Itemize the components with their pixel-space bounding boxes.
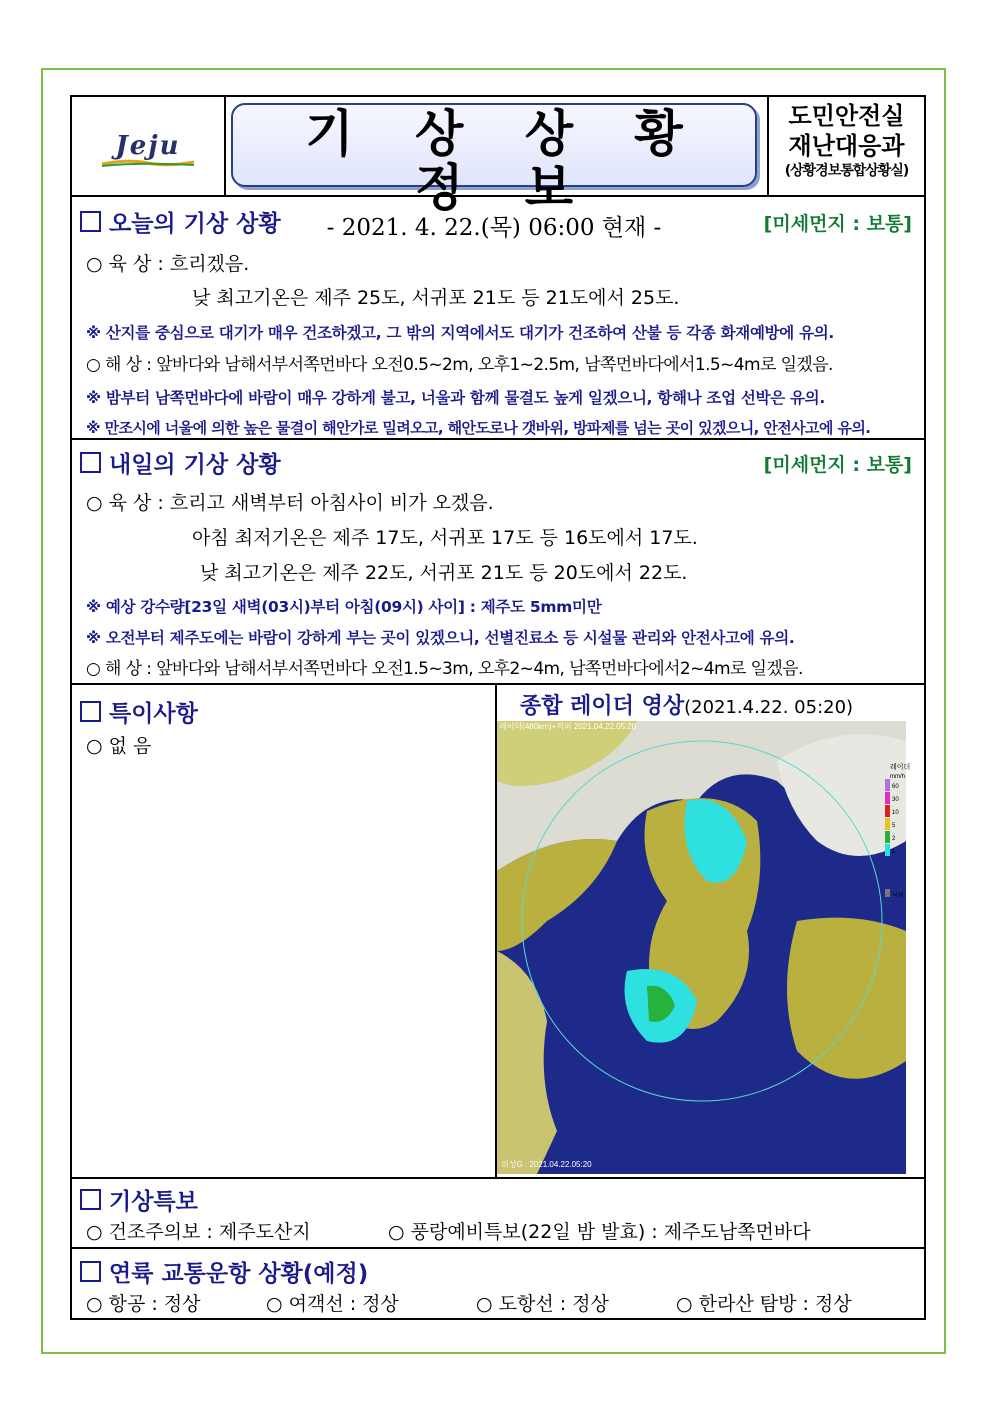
radar-title: 종합 레이더 영상(2021.4.22. 05:20) (520, 694, 854, 719)
tomorrow-dust: [미세먼지 : 보통] (763, 454, 912, 476)
traffic-item-hallasan: ○ 한라산 탐방 : 정상 (676, 1293, 852, 1315)
today-land-temp: 낮 최고기온은 제주 25도, 서귀포 21도 등 21도에서 25도. (192, 287, 680, 309)
warnings-title: 기상특보 (80, 1183, 198, 1216)
legend-value: 60 (892, 784, 899, 790)
tomorrow-land-min: 아침 최저기온은 제주 17도, 서귀포 17도 등 16도에서 17도. (192, 527, 698, 549)
traffic-title: 연륙 교통운항 상황(예정) (80, 1255, 368, 1288)
dept-name-3: (상황경보통합상황실) (784, 163, 909, 179)
today-section (72, 197, 924, 440)
today-note-3: ※ 만조시에 너울에 의한 높은 물결이 해안가로 밀려오고, 해안도로나 갯바위, 방파제를 넘는 곳이 있겠으니, 안전사고에 유의. (86, 419, 871, 437)
legend-title: 레이더 (890, 764, 911, 771)
warning-item-1: ○ 건조주의보 : 제주도산지 (86, 1221, 311, 1243)
legend-value: 30 (892, 797, 899, 803)
today-dust: [미세먼지 : 보통] (763, 213, 912, 235)
warnings-section (72, 1179, 924, 1249)
special-section (72, 685, 924, 1179)
legend-note: 낙뢰 (892, 893, 904, 899)
warning-item-2: ○ 풍랑예비특보(22일 밤 발효) : 제주도남쪽먼바다 (388, 1221, 811, 1243)
logo-text: Jeju (115, 131, 181, 161)
special-item: ○ 없 음 (86, 735, 152, 757)
traffic-section (72, 1249, 924, 1320)
special-title: 특이사항 (80, 695, 198, 728)
today-sea: ○ 해 상 : 앞바다와 남해서부서쪽먼바다 오전0.5~2m, 오후1~2.5m, 남쪽먼바다에서1.5~4m로 일겠음. (86, 355, 833, 375)
traffic-item-ferry: ○ 여객선 : 정상 (266, 1293, 399, 1315)
title-box (231, 103, 757, 241)
legend-value: 5 (892, 823, 896, 829)
legend-unit: mm/h (890, 774, 905, 780)
today-note-2: ※ 밤부터 남쪽먼바다에 바람이 매우 강하게 불고, 너울과 함께 물결도 높게 일겠으니, 항해나 조업 선박은 유의. (86, 389, 825, 407)
tomorrow-land-max: 낮 최고기온은 제주 22도, 서귀포 21도 등 20도에서 22도. (200, 562, 688, 584)
tomorrow-section (72, 440, 924, 685)
traffic-item-island-ferry: ○ 도항선 : 정상 (476, 1293, 609, 1315)
logo-swoosh-icon (100, 159, 196, 167)
checkbox-square-icon (80, 211, 101, 232)
radar-overlay-top: 레이더(480km)+적외 2021.04.22.05:20 (499, 722, 637, 731)
checkbox-square-icon (80, 1261, 101, 1282)
legend-value: 10 (892, 810, 899, 816)
radar-overlay-bottom: 위성G : 2021.04.22.05:20 (501, 1160, 592, 1169)
tomorrow-note-2: ※ 오전부터 제주도에는 바람이 강하게 부는 곳이 있겠으니, 선별진료소 등 시설물 관리와 안전사고에 유의. (86, 629, 795, 647)
today-land: ○ 육 상 : 흐리겠음. (86, 253, 250, 275)
legend-value: 2 (892, 836, 896, 842)
tomorrow-title: 내일의 기상 상황 (80, 446, 281, 479)
department-box (767, 97, 924, 195)
tomorrow-sea: ○ 해 상 : 앞바다와 남해서부서쪽먼바다 오전1.5~3m, 오후2~4m, 남쪽먼바다에서2~4m로 일겠음. (86, 659, 803, 679)
today-title: 오늘의 기상 상황 (80, 205, 281, 238)
dept-name-2: 재난대응과 (788, 132, 905, 160)
radar-time: (2021.4.22. 05:20) (684, 697, 854, 718)
checkbox-square-icon (80, 701, 101, 722)
jeju-logo (72, 97, 226, 195)
legend-value: 1 (892, 849, 896, 855)
radar-image (497, 721, 911, 1174)
traffic-item-airline: ○ 항공 : 정상 (86, 1293, 201, 1315)
weather-report (70, 95, 926, 1320)
page-title: 기 상 상 황 정 보 (305, 105, 705, 217)
report-date: - 2021. 4. 22.(목) 06:00 현재 - (326, 215, 662, 241)
checkbox-square-icon (80, 452, 101, 473)
tomorrow-land: ○ 육 상 : 흐리고 새벽부터 아침사이 비가 오겠음. (86, 492, 494, 514)
tomorrow-note-1: ※ 예상 강수량[23일 새벽(03시)부터 아침(09시) 사이] : 제주도 5mm미만 (86, 598, 602, 616)
today-note-1: ※ 산지를 중심으로 대기가 매우 건조하겠고, 그 밖의 지역에서도 대기가 건조하여 산불 등 각종 화재예방에 유의. (86, 324, 835, 342)
dept-name-1: 도민안전실 (788, 102, 905, 130)
checkbox-square-icon (80, 1189, 101, 1210)
